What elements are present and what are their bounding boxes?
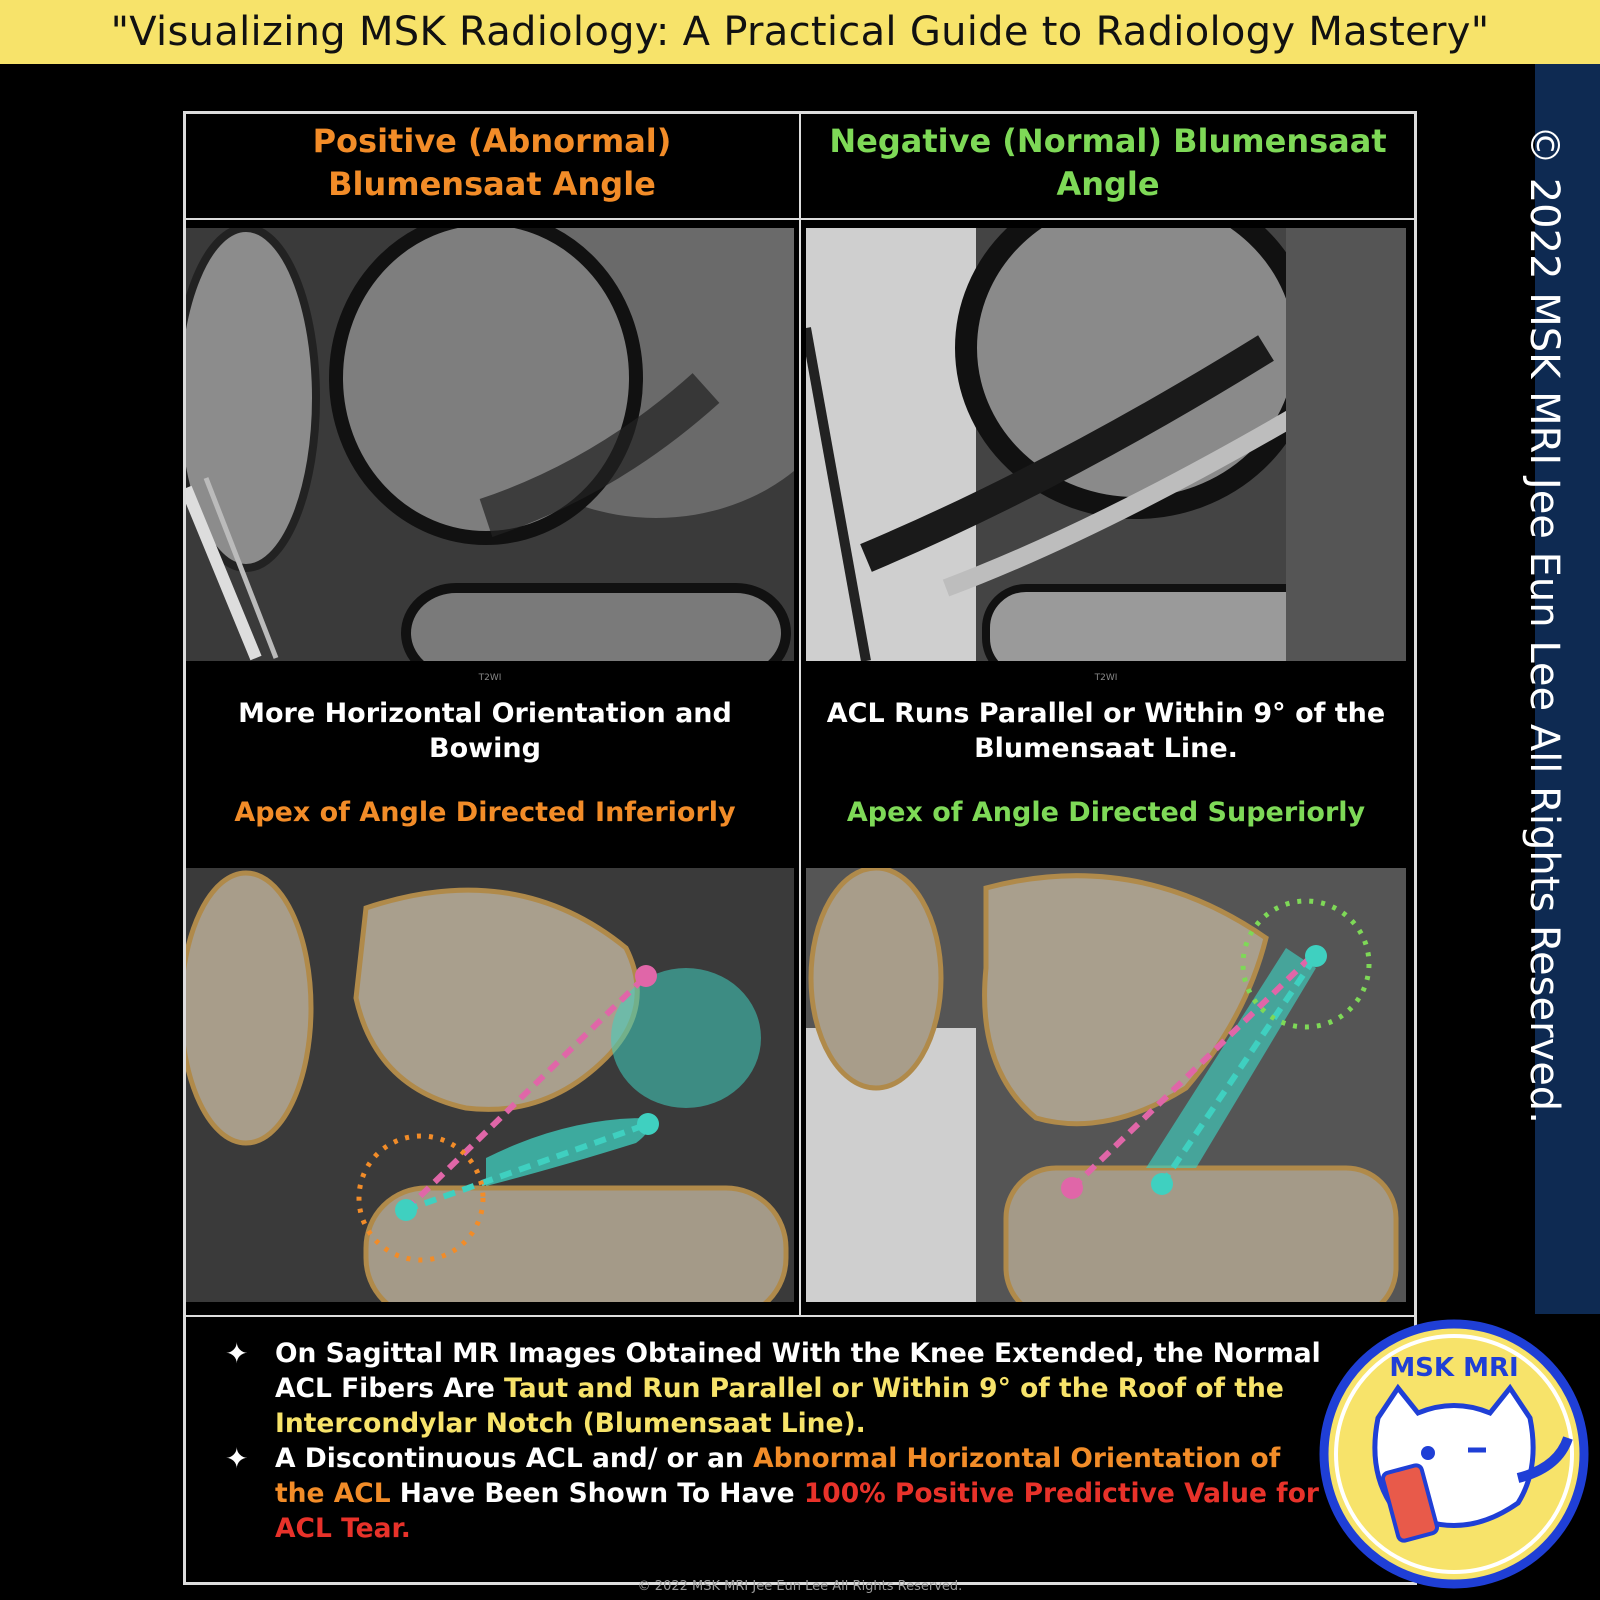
mri-negative-raw (806, 228, 1406, 661)
positive-apex-text: Apex of Angle Directed Inferiorly (234, 797, 736, 828)
negative-heading-line2: Angle (1056, 165, 1160, 203)
sparkle-icon: ✦ (225, 1442, 249, 1475)
positive-heading-line1: Positive (Abnormal) (312, 122, 672, 160)
key-points (225, 1336, 1335, 1546)
title-bar (0, 0, 1600, 64)
copyright-vertical-text: © 2022 MSK MRI Jee Eun Lee All Rights Reserved. (1521, 125, 1567, 1124)
sequence-tag-right: T2WI (1094, 673, 1118, 683)
negative-heading-line1: Negative (Normal) Blumensaat (829, 122, 1387, 160)
positive-heading-line2: Blumensaat Angle (328, 165, 656, 203)
mri-negative-annotated (806, 868, 1406, 1302)
positive-description-line2: Bowing (429, 733, 541, 764)
footer-copyright: © 2022 MSK MRI Jee Eun Lee All Rights Reserved. (637, 1579, 963, 1594)
mri-positive-annotated (186, 868, 794, 1302)
negative-apex-text: Apex of Angle Directed Superiorly (846, 797, 1366, 828)
acl-stump-overlay (611, 968, 761, 1108)
msk-mri-logo (1318, 1318, 1590, 1590)
negative-description-line1: ACL Runs Parallel or Within 9° of the (826, 698, 1386, 729)
mri-positive-raw (186, 228, 794, 661)
sequence-tag-left: T2WI (478, 673, 502, 683)
negative-description-line2: Blumensaat Line. (974, 733, 1238, 764)
header-divider (183, 218, 1417, 220)
page-title: "Visualizing MSK Radiology: A Practical Guide to Radiology Mastery" (110, 9, 1490, 55)
positive-description-line1: More Horizontal Orientation and (238, 698, 732, 729)
sparkle-icon: ✦ (225, 1337, 249, 1370)
svg-text:MSK MRI: MSK MRI (1389, 1353, 1519, 1383)
negative-description (806, 696, 1406, 766)
bullet-normal-acl: ✦ On Sagittal MR Images Obtained With the Knee Extended, the Normal ACL Fibers Are Taut and Run Parallel or Within 9° of the Roof of the Intercondylar Notch (Blumensaat Line). (225, 1337, 1321, 1439)
positive-angle-heading (188, 120, 796, 206)
positive-description (188, 696, 782, 766)
bullet-acl-tear: ✦ A Discontinuous ACL and/ or an Abnormal Horizontal Orientation of the ACL Have Been Shown To Have 100% Positive Predictive Value for ACL Tear. (225, 1442, 1319, 1544)
column-divider (799, 111, 801, 1317)
bullets-divider (183, 1315, 1417, 1317)
negative-angle-heading (803, 120, 1413, 206)
